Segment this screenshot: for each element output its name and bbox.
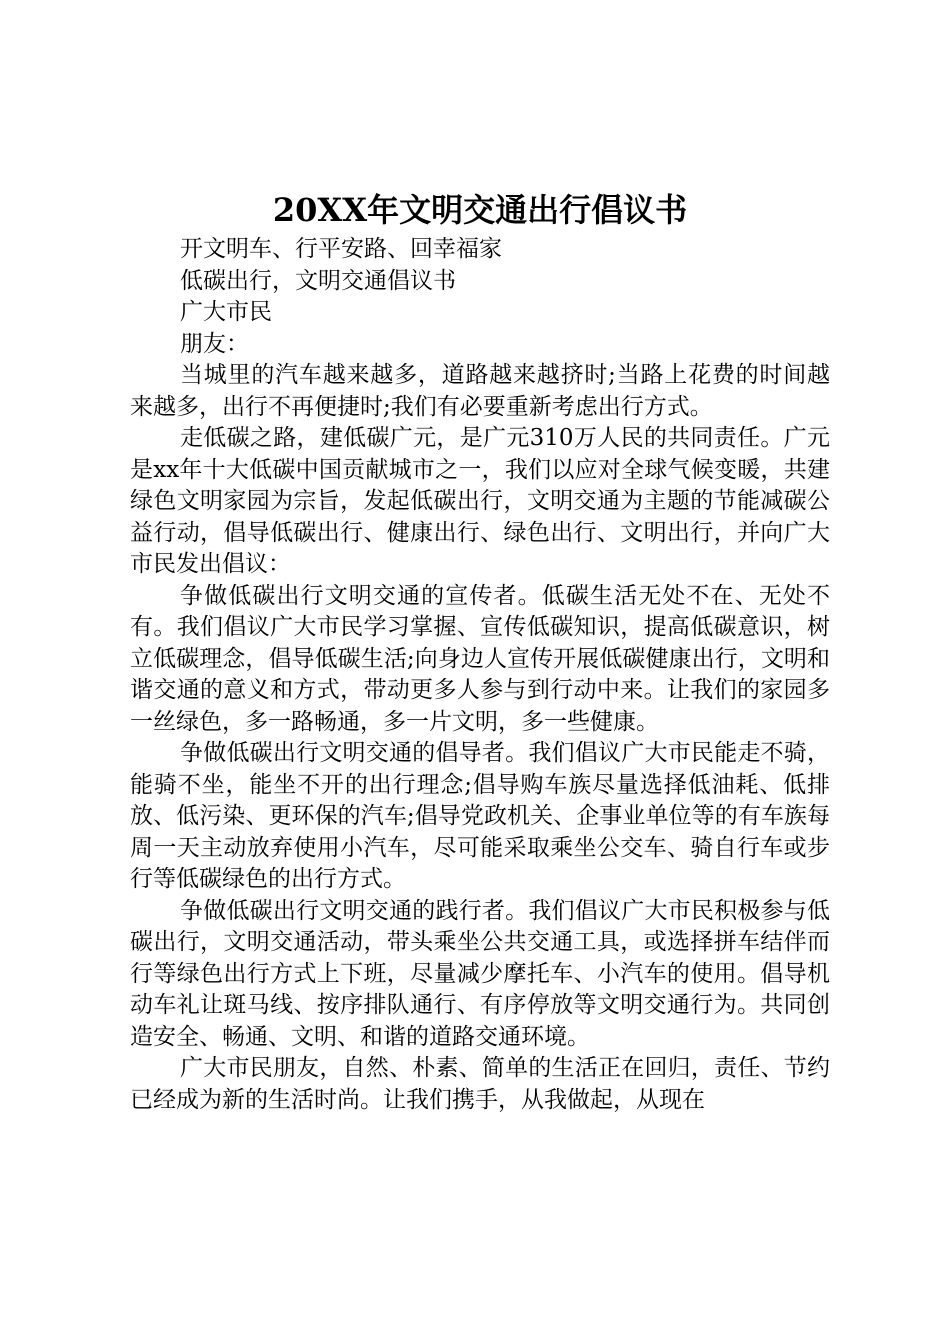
document-paragraph: 走低碳之路，建低碳广元，是广元310万人民的共同责任。广元是xx年十大低碳中国贡献城市之一，我们以应对全球气候变暖，共建绿色文明家园为宗旨，发起低碳出行，文明交通为主题的节能减碳公益行动，倡导低碳出行、健康出行、绿色出行、文明出行，并向广大市民发出倡议： [130,425,830,577]
document-paragraph: 广大市民朋友，自然、朴素、简单的生活正在回归，责任、节约已经成为新的生活时尚。让我们携手，从我做起，从现在 [130,1055,830,1113]
document-paragraph-addressee: 广大市民 [180,299,272,325]
document-title: 20XX年文明交通出行倡议书 [272,191,688,229]
document-paragraph: 当城里的汽车越来越多，道路越来越挤时;当路上花费的时间越来越多，出行不再便捷时;我们有必要重新考虑出行方式。 [130,362,830,420]
document-page [130,190,830,1116]
document-paragraph: 争做低碳出行文明交通的践行者。我们倡议广大市民积极参与低碳出行，文明交通活动，带头乘坐公共交通工具，或选择拼车结伴而行等绿色出行方式上下班，尽量减少摩托车、小汽车的使用。倡导机动车礼让斑马线、按序排队通行、有序停放等文明交通行为。共同创造安全、畅通、文明、和谐的道路交通环境。 [130,897,830,1050]
document-paragraph-subtitle: 低碳出行，文明交通倡议书 [180,267,456,294]
document-paragraph-slogan: 开文明车、行平安路、回幸福家 [180,236,502,262]
document-paragraph: 争做低碳出行文明交通的倡导者。我们倡议广大市民能走不骑，能骑不坐，能坐不开的出行理念;倡导购车族尽量选择低油耗、低排放、低污染、更环保的汽车;倡导党政机关、企事业单位等的有车族每周一天主动放弃使用小汽车，尽可能采取乘坐公交车、骑自行车或步行等低碳绿色的出行方式。 [130,740,830,892]
document-paragraph: 争做低碳出行文明交通的宣传者。低碳生活无处不在、无处不有。我们倡议广大市民学习掌握、宣传低碳知识，提高低碳意识，树立低碳理念，倡导低碳生活;向身边人宣传开展低碳健康出行，文明和谐交通的意义和方式，带动更多人参与到行动中来。让我们的家园多一丝绿色，多一路畅通，多一片文明，多一些健康。 [130,582,830,735]
document-paragraph-salutation: 朋友： [180,330,249,357]
